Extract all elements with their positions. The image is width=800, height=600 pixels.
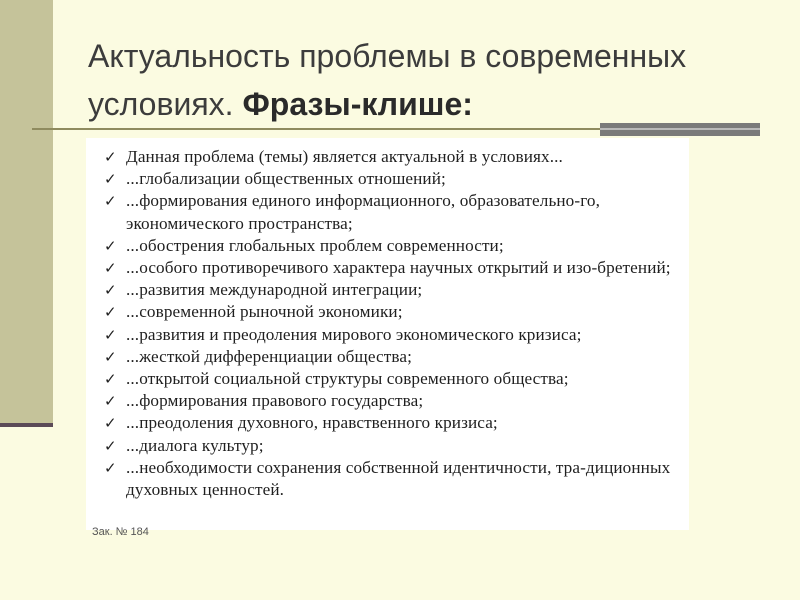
slide-title xyxy=(88,32,768,128)
check-icon: ✓ xyxy=(104,436,117,455)
list-item: ✓ ...формирования единого информационного, образовательно-го, экономического пространства; xyxy=(104,191,601,233)
slide-title-normal: Актуальность проблемы в современных условиях. xyxy=(88,38,687,122)
list-item: ✓ ...обострения глобальных проблем современности; xyxy=(100,235,679,257)
check-icon: ✓ xyxy=(104,325,117,344)
scanned-phrase-list xyxy=(86,138,689,538)
list-item: ✓ ...жесткой дифференциации общества; xyxy=(100,346,679,368)
decorative-side-line xyxy=(0,423,53,427)
list-item: ✓ ...особого противоречивого характера научных открытий и изо-бретений; xyxy=(100,257,679,279)
check-icon: ✓ xyxy=(104,303,117,322)
check-icon: ✓ xyxy=(104,370,117,389)
check-icon: ✓ xyxy=(104,414,117,433)
list-item: ✓ ...открытой социальной структуры современного общества; xyxy=(100,368,679,390)
check-icon: ✓ xyxy=(104,148,117,166)
check-icon: ✓ xyxy=(104,236,117,255)
list-item: ✓ ...преодоления духовного, нравственного кризиса; xyxy=(100,412,679,434)
check-icon: ✓ xyxy=(104,192,117,211)
check-icon: ✓ xyxy=(104,281,117,300)
check-icon: ✓ xyxy=(104,170,117,189)
decorative-side-bar xyxy=(0,0,53,423)
slide-title-bold: Фразы-клише: xyxy=(242,86,473,122)
check-icon: ✓ xyxy=(104,347,117,366)
list-item: ✓ ...необходимости сохранения собственной идентичности, тра-диционных духовных ценностей. xyxy=(104,457,671,500)
phrase-list xyxy=(86,138,689,501)
scan-footer-note: Зак. № 184 xyxy=(92,526,149,538)
list-item: ✓ ...глобализации общественных отношений; xyxy=(100,168,679,190)
check-icon: ✓ xyxy=(104,259,117,278)
title-accent-bar xyxy=(600,123,760,136)
list-item: ✓ ...развития и преодоления мирового экономического кризиса; xyxy=(100,324,679,346)
list-item: ✓ Данная проблема (темы) является актуальной в условиях... xyxy=(100,146,679,168)
check-icon: ✓ xyxy=(104,458,117,477)
list-item: ✓ ...диалога культур; xyxy=(100,435,679,457)
title-divider xyxy=(32,128,600,130)
check-icon: ✓ xyxy=(104,392,117,411)
list-item: ✓ ...современной рыночной экономики; xyxy=(100,301,679,323)
list-item: ✓ ...формирования правового государства; xyxy=(100,390,679,412)
list-item: ✓ ...развития международной интеграции; xyxy=(100,279,679,301)
